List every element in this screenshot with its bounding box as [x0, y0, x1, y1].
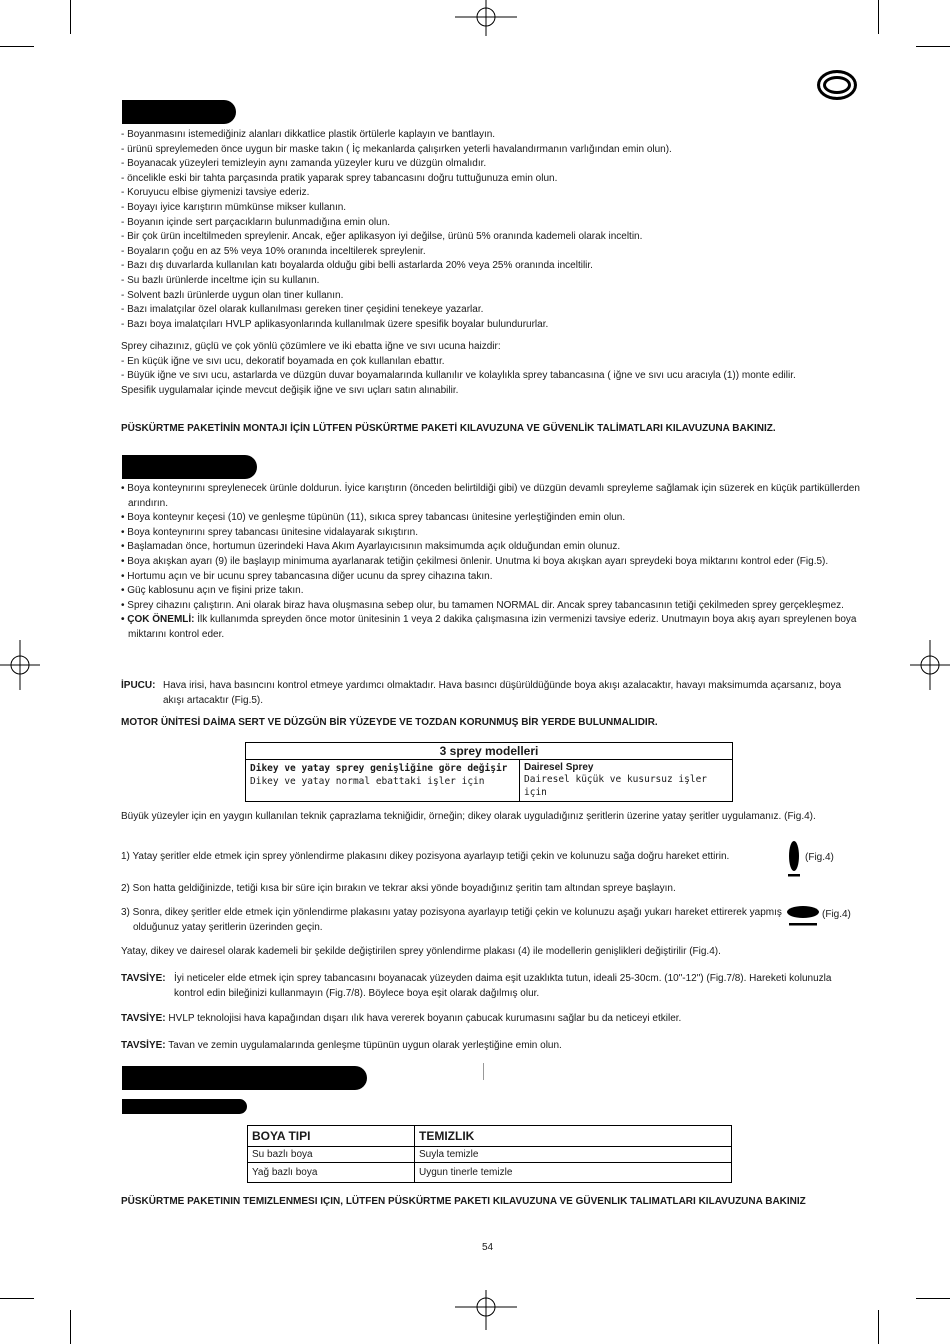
list-item: - Bazı boya imalatçıları HVLP aplikasyonlarında kullanılmak üzere spesifik boyalar bulundururlar. [121, 318, 549, 330]
list-item: • Sprey cihazını çalıştırın. Ani olarak biraz hava oluşmasına sebep olur, bu tamamen NORMAL dir. Ancak sprey tabancasının tetiği çekilmeden sprey gerçekleşmez. [121, 599, 844, 611]
advice-3 [121, 1039, 841, 1054]
table-cell: Dikey ve yatay sprey genişliğine göre değişir [250, 763, 508, 774]
list-item: - Bazı dış duvarlarda kullanılan katı boyalarda olduğu gibi belli astarlarda 20% veya 25% oranında inceltilir. [121, 260, 593, 272]
section-header-bar-usage [122, 455, 257, 479]
list-item: - Boyanacak yüzeyleri temizleyin aynı zamanda yüzeyler kuru ve düzgün olmalıdır. [121, 158, 487, 170]
advice-label: TAVSİYE: [121, 1013, 166, 1024]
list-item: • Boya konteynır keçesi (10) ve genleşme tüpünün (11), sıkıca sprey tabancası ünitesine yerleştiğinden emin olun. [121, 512, 626, 524]
nozzle-outro: Spesifik uygulamalar içinde mevcut değişik iğne ve sıvı uçları satın alınabilir. [121, 384, 459, 396]
advice-text: HVLP teknolojisi hava kapağından dışarı ılık hava vererek boyanın çabucak kurumasını sağlar bu da neticeyi etkiler. [168, 1013, 682, 1024]
page-number: 54 [482, 1242, 494, 1253]
table-cell: Dairesel Sprey [524, 762, 594, 773]
column-divider [483, 1063, 484, 1080]
table-cell: Dikey ve yatay normal ebattaki işler için [250, 776, 485, 787]
vertical-pattern-icon [785, 840, 805, 880]
cleaning-warning: PÜSKÜRTME PAKETININ TEMIZLENMESI IÇIN, LÜTFEN PÜSKÜRTME PAKETI KILAVUZUNA VE GÜVENLIK TALIMATLARI KILAVUZUNA BAKINIZ [121, 1196, 806, 1207]
step-3: 3) Sonra, dikey şeritler elde etmek için yönlendirme plakasını yatay pozisyona ayarlayıp tetiği çekin ve kolunuzu aşağı yukarı hareket ettirerek yapmış olduğunuz yatay şeritlerin üzerinden geçin. [121, 907, 782, 933]
list-item: • Boya konteynırını sprey tabancası ünitesine vidalayarak sıkıştırın. [121, 526, 418, 538]
list-item: - Bazı imalatçılar özel olarak kullanılması gereken tiner çeşidini tenekeye yazarlar. [121, 304, 484, 316]
table-cell: Dairesel küçük ve kusursuz işler için [524, 774, 708, 798]
spray-modes-table [245, 742, 733, 802]
list-item: - Büyük iğne ve sıvı ucu, astarlarda ve düzgün duvar boyamalarında kullanılır ve kolaylıkla sprey tabancasına ( iğne ve sıvı ucu aracıyla (1)) monte edilir. [121, 370, 796, 382]
important-text: İlk kullanımda spreyden önce motor ünitesinin 1 veya 2 dakika çalışmasına izin vermenizi tavsiye ederiz. Unutmayın boya akış ayarı spreylenen boya miktarını kontrol eder. [128, 614, 857, 640]
table-row [248, 1163, 732, 1183]
nozzle-intro: Sprey cihazınız, güçlü ve çok yönlü çözümlere ve iki ebatta iğne ve sıvı ucuna haizdir: [121, 341, 501, 352]
list-item [121, 613, 861, 642]
list-item: - Solvent bazlı ürünlerde uygun olan tiner kullanın. [121, 289, 344, 301]
list-item: • Güç kablosunu açın ve fişini prize takın. [121, 585, 304, 597]
table-cell: Uygun tinerle temizle [415, 1163, 732, 1183]
tip-text: Hava irisi, hava basıncını kontrol etmeye yardımcı olmaktadır. Hava basıncı düşürüldüğünde boya akışı azalacaktır, havayı maksimumda açarsanız, boya akışı artacaktır (Fig.5). [163, 680, 842, 706]
step-2: 2) Son hatta geldiğinizde, tetiği kısa bir süre için bırakın ve tekrar aksi yönde boyadığınız şeritin tam altından spreye başlayın. [121, 883, 676, 894]
subsection-header-bar-cleaning [122, 1099, 247, 1114]
motor-warning: MOTOR ÜNİTESİ DAİMA SERT VE DÜZGÜN BİR YÜZEYDE VE TOZDAN KORUNMUŞ BİR YERDE BULUNMALIDIR. [121, 717, 658, 728]
nozzle-section [121, 340, 861, 398]
section-header-bar-cleaning [122, 1066, 367, 1090]
advice-1 [121, 972, 841, 1001]
assembly-warning: PÜSKÜRTME PAKETİNİN MONTAJI İÇİN LÜTFEN PÜSKÜRTME PAKETİ KILAVUZUNA VE GÜVENLİK TALİMATLARI KILAVUZUNA BAKINIZ. [121, 423, 776, 434]
table-row [248, 1147, 732, 1163]
table-cell: Su bazlı boya [248, 1147, 415, 1163]
list-item: • Hortumu açın ve bir ucunu sprey tabancasına diğer ucunu da sprey cihazına takın. [121, 570, 493, 582]
list-item: - ürünü spreylemeden önce uygun bir maske takın ( İç mekanlarda çalışırken yeterli havalandırmanın varlığından emin olun). [121, 143, 672, 155]
technique-intro: Büyük yüzeyler için en yaygın kullanılan teknik çaprazlama tekniğidir, örneğin; dikey olarak uyguladığınız şeritlerin üzerine yatay şeritler uygulamanız. (Fig.4). [121, 811, 816, 822]
advice-label: TAVSİYE: [121, 1040, 166, 1051]
tip-label: İPUCU: [121, 680, 156, 691]
pattern-note: Yatay, dikey ve dairesel olarak kademeli bir şekilde değiştirilen sprey yönlendirme plakası (4) ile modellerin genişlikleri değiştirilir (Fig.4). [121, 946, 721, 957]
cleaning-table [247, 1125, 732, 1183]
preparation-list [121, 128, 861, 332]
section-header-bar-preparation [122, 100, 236, 124]
registration-mark-right [910, 640, 950, 690]
language-badge-icon [817, 70, 857, 100]
list-item: - Boyayı iyice karıştırın mümkünse mikser kullanın. [121, 201, 347, 213]
list-item: • Başlamadan önce, hortumun üzerindeki Hava Akım Ayarlayıcısının maksimumda açık olduğundan emin olunuz. [121, 541, 621, 553]
column-header: BOYA TIPI [248, 1126, 415, 1147]
advice-2 [121, 1012, 841, 1027]
step-3-fig: (Fig.4) [822, 909, 851, 920]
advice-text: İyi neticeler elde etmek için sprey tabancasını boyanacak yüzeyden daima eşit uzaklıkta tutun, ideali 25-30cm. (10"-12") (Fig.7/8). Hareketi kolunuzla kontrol edin bileğinizi kullanmayın (Fig.7/8). Böylece boya eşit olarak dağılmış olur. [174, 973, 832, 999]
usage-list [121, 482, 861, 643]
horizontal-pattern-icon [786, 903, 822, 931]
advice-text: Tavan ve zemin uygulamalarında genleşme tüpünün uygun olarak yerleştiğine emin olun. [168, 1040, 562, 1051]
list-item: - Koruyucu elbise giymenizi tavsiye ederiz. [121, 187, 310, 199]
column-header: TEMIZLIK [415, 1126, 732, 1147]
important-label: • ÇOK ÖNEMLİ: [121, 614, 195, 626]
step-1: 1) Yatay şeritler elde etmek için sprey yönlendirme plakasını dikey pozisyona ayarlayıp tetiği çekin ve kolunuzu sağa doğru hareket ettirin. [121, 851, 730, 862]
table-cell: Suyla temizle [415, 1147, 732, 1163]
table-cell: Yağ bazlı boya [248, 1163, 415, 1183]
list-item: - Boyanmasını istemediğiniz alanları dikkatlice plastik örtülerle kaplayın ve bantlayın. [121, 129, 496, 140]
list-item: - Su bazlı ürünlerde inceltme için su kullanın. [121, 274, 320, 286]
registration-mark-top [455, 0, 517, 36]
advice-label: TAVSİYE: [121, 973, 166, 984]
list-item: - öncelikle eski bir tahta parçasında pratik yaparak sprey tabancasını doğru tuttuğunuza emin olun. [121, 172, 558, 184]
tip-block [121, 679, 861, 708]
list-item: - Bir çok ürün inceltilmeden spreylenir. Ancak, eğer aplikasyon iyi değilse, ürünü 5% oranında kademeli olarak inceltin. [121, 231, 643, 243]
list-item: • Boya konteynırını spreylenecek ürünle doldurun. İyice karıştırın (önceden belirtildiği gibi) ve düzgün devamlı spreyleme sağlamak için süzerek en küçük partiküllerden arındırın. [121, 483, 860, 509]
registration-mark-left [0, 640, 40, 690]
registration-mark-bottom [455, 1290, 517, 1330]
list-item: - Boyanın içinde sert parçacıkların bulunmadığına emin olun. [121, 216, 391, 228]
table-title: 3 sprey modelleri [246, 743, 733, 760]
step-1-fig: (Fig.4) [805, 852, 834, 863]
list-item: • Boya akışkan ayarı (9) ile başlayıp minimuma ayarlanarak tetiğin çekilmesi önlenir. Unutma ki boya akışkan ayarı spreydeki boya miktarını kontrol eder (Fig.5). [121, 555, 829, 567]
list-item: - En küçük iğne ve sıvı ucu, dekoratif boyamada en çok kullanılan ebattır. [121, 355, 445, 367]
list-item: - Boyaların çoğu en az 5% veya 10% oranında inceltilerek spreylenir. [121, 245, 426, 257]
